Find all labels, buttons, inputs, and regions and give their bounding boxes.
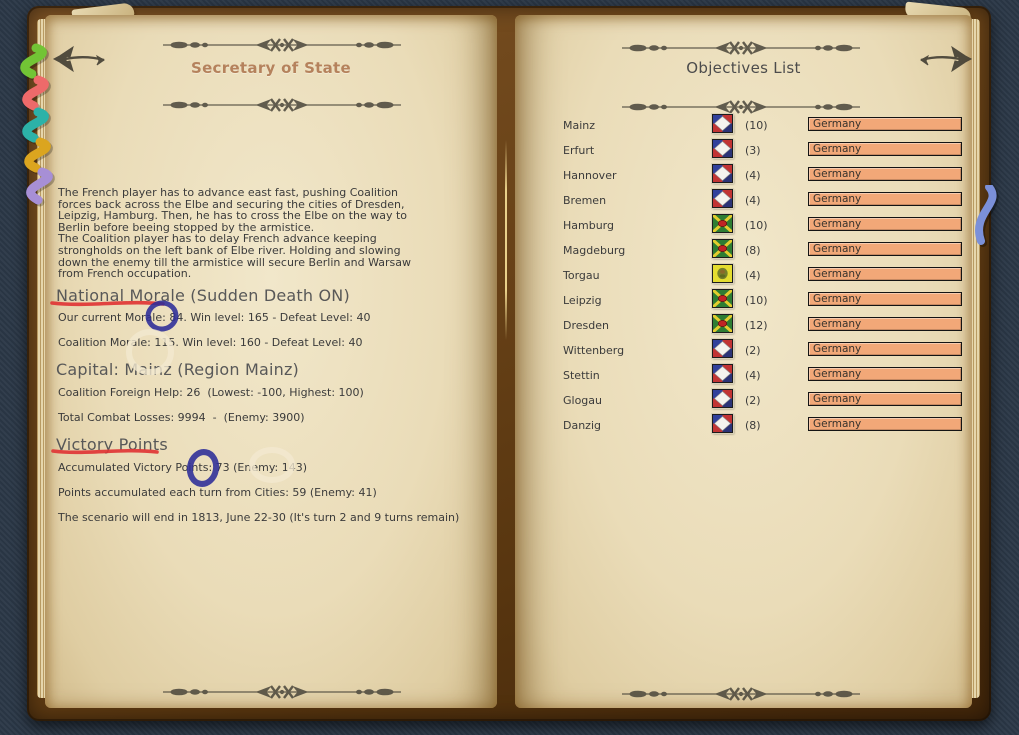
accumulated-vp-line: Accumulated Victory Points: 73 (Enemy: 143)	[58, 461, 308, 474]
blue-bookmark-ribbon	[965, 185, 1007, 247]
national-morale-heading: National Morale (Sudden Death ON)	[56, 286, 350, 305]
objective-owner-button[interactable]: Germany	[808, 367, 962, 381]
left-page-title: Secretary of State	[190, 59, 352, 77]
france-flag-icon	[712, 139, 733, 158]
capital-heading: Capital: Mainz (Region Mainz)	[56, 360, 299, 379]
red-ribbon-icon	[27, 80, 45, 106]
objective-value-label: (4)	[745, 169, 761, 182]
ornamental-divider	[616, 686, 866, 702]
objective-value-label: (10)	[745, 119, 768, 132]
objective-value-label: (10)	[745, 294, 768, 307]
right-page	[515, 15, 972, 708]
our-morale-line: Our current Morale: 84. Win level: 165 - Defeat Level: 40	[58, 311, 371, 324]
objective-row[interactable]	[515, 364, 972, 386]
scenario-end-line: The scenario will end in 1813, June 22-30 (It's turn 2 and 9 turns remain)	[58, 511, 460, 524]
gold-ribbon-icon	[29, 142, 47, 168]
objective-city-label: Glogau	[563, 394, 603, 407]
scenario-briefing: The French player has to advance east fast, pushing Coalition forces back across the Elbe and securing the cities of Dresden, Leipzig, Hamburg. Then, he has to cross the Elbe on the way to Berlin before beeing stopped by the armistice. The Coalition player has to delay French advance keeping strongholds on the left bank of Elbe river. Holding and slowing down the enemy till the armistice will secure Berlin and Warsaw from French occupation.	[58, 186, 411, 281]
objective-owner-button[interactable]: Germany	[808, 167, 962, 181]
per-turn-vp-line: Points accumulated each turn from Cities: 59 (Enemy: 41)	[58, 486, 377, 499]
france-flag-icon	[712, 164, 733, 183]
objective-row[interactable]	[515, 314, 972, 336]
france-flag-icon	[712, 114, 733, 133]
russia-flag-icon	[712, 289, 733, 308]
objective-value-label: (4)	[745, 194, 761, 207]
objective-city-label: Bremen	[563, 194, 607, 207]
combat-losses-line: Total Combat Losses: 9994 - (Enemy: 3900)	[58, 411, 305, 424]
objective-row[interactable]	[515, 114, 972, 136]
objective-owner-button[interactable]: Germany	[808, 117, 962, 131]
coalition-morale-line: Coalition Morale: 115. Win level: 160 - Defeat Level: 40	[58, 336, 363, 349]
objective-value-label: (10)	[745, 219, 768, 232]
objective-city-label: Danzig	[563, 419, 601, 432]
objective-city-label: Hannover	[563, 169, 617, 182]
right-page-title: Objectives List	[686, 59, 801, 77]
objective-city-label: Torgau	[563, 269, 600, 282]
ornamental-divider	[157, 97, 407, 113]
objective-value-label: (2)	[745, 344, 761, 357]
bookmark-ribbons	[0, 42, 64, 212]
objective-value-label: (3)	[745, 144, 761, 157]
objective-row[interactable]	[515, 139, 972, 161]
objective-owner-button[interactable]: Germany	[808, 392, 962, 406]
objective-row[interactable]	[515, 214, 972, 236]
objective-city-label: Erfurt	[563, 144, 595, 157]
objective-owner-button[interactable]: Germany	[808, 317, 962, 331]
objective-row[interactable]	[515, 414, 972, 436]
left-page	[45, 15, 497, 708]
ornamental-divider	[616, 99, 866, 115]
ornamental-divider	[157, 37, 407, 53]
objective-value-label: (12)	[745, 319, 768, 332]
objective-value-label: (4)	[745, 269, 761, 282]
objective-owner-button[interactable]: Germany	[808, 417, 962, 431]
france-flag-icon	[712, 389, 733, 408]
victory-points-heading: Victory Points	[56, 435, 168, 454]
objective-value-label: (2)	[745, 394, 761, 407]
objective-owner-button[interactable]: Germany	[808, 342, 962, 356]
objective-value-label: (8)	[745, 419, 761, 432]
objective-row[interactable]	[515, 189, 972, 211]
france-flag-icon	[712, 189, 733, 208]
objective-owner-button[interactable]: Germany	[808, 242, 962, 256]
objective-row[interactable]	[515, 264, 972, 286]
objective-row[interactable]	[515, 389, 972, 411]
foreign-help-line: Coalition Foreign Help: 26 (Lowest: -100, Highest: 100)	[58, 386, 364, 399]
ornamental-divider	[157, 684, 407, 700]
objective-city-label: Mainz	[563, 119, 596, 132]
russia-flag-icon	[712, 239, 733, 258]
france-flag-icon	[712, 414, 733, 433]
france-flag-icon	[712, 364, 733, 383]
objective-city-label: Leipzig	[563, 294, 602, 307]
objective-row[interactable]	[515, 289, 972, 311]
objective-owner-button[interactable]: Germany	[808, 192, 962, 206]
russia-flag-icon	[712, 214, 733, 233]
green-ribbon-icon	[25, 48, 43, 74]
ornamental-divider	[616, 40, 866, 56]
objective-owner-button[interactable]: Germany	[808, 217, 962, 231]
france-flag-icon	[712, 339, 733, 358]
objective-value-label: (8)	[745, 244, 761, 257]
objective-city-label: Stettin	[563, 369, 600, 382]
objective-city-label: Magdeburg	[563, 244, 626, 257]
objective-value-label: (4)	[745, 369, 761, 382]
objective-city-label: Hamburg	[563, 219, 614, 232]
objective-owner-button[interactable]: Germany	[808, 267, 962, 281]
objective-city-label: Wittenberg	[563, 344, 625, 357]
teal-ribbon-icon	[27, 112, 45, 138]
objective-row[interactable]	[515, 339, 972, 361]
russia-flag-icon	[712, 314, 733, 333]
objective-owner-button[interactable]: Germany	[808, 142, 962, 156]
objective-owner-button[interactable]: Germany	[808, 292, 962, 306]
objective-city-label: Dresden	[563, 319, 609, 332]
objective-row[interactable]	[515, 164, 972, 186]
objective-row[interactable]	[515, 239, 972, 261]
saxony-flag-icon	[712, 264, 733, 283]
